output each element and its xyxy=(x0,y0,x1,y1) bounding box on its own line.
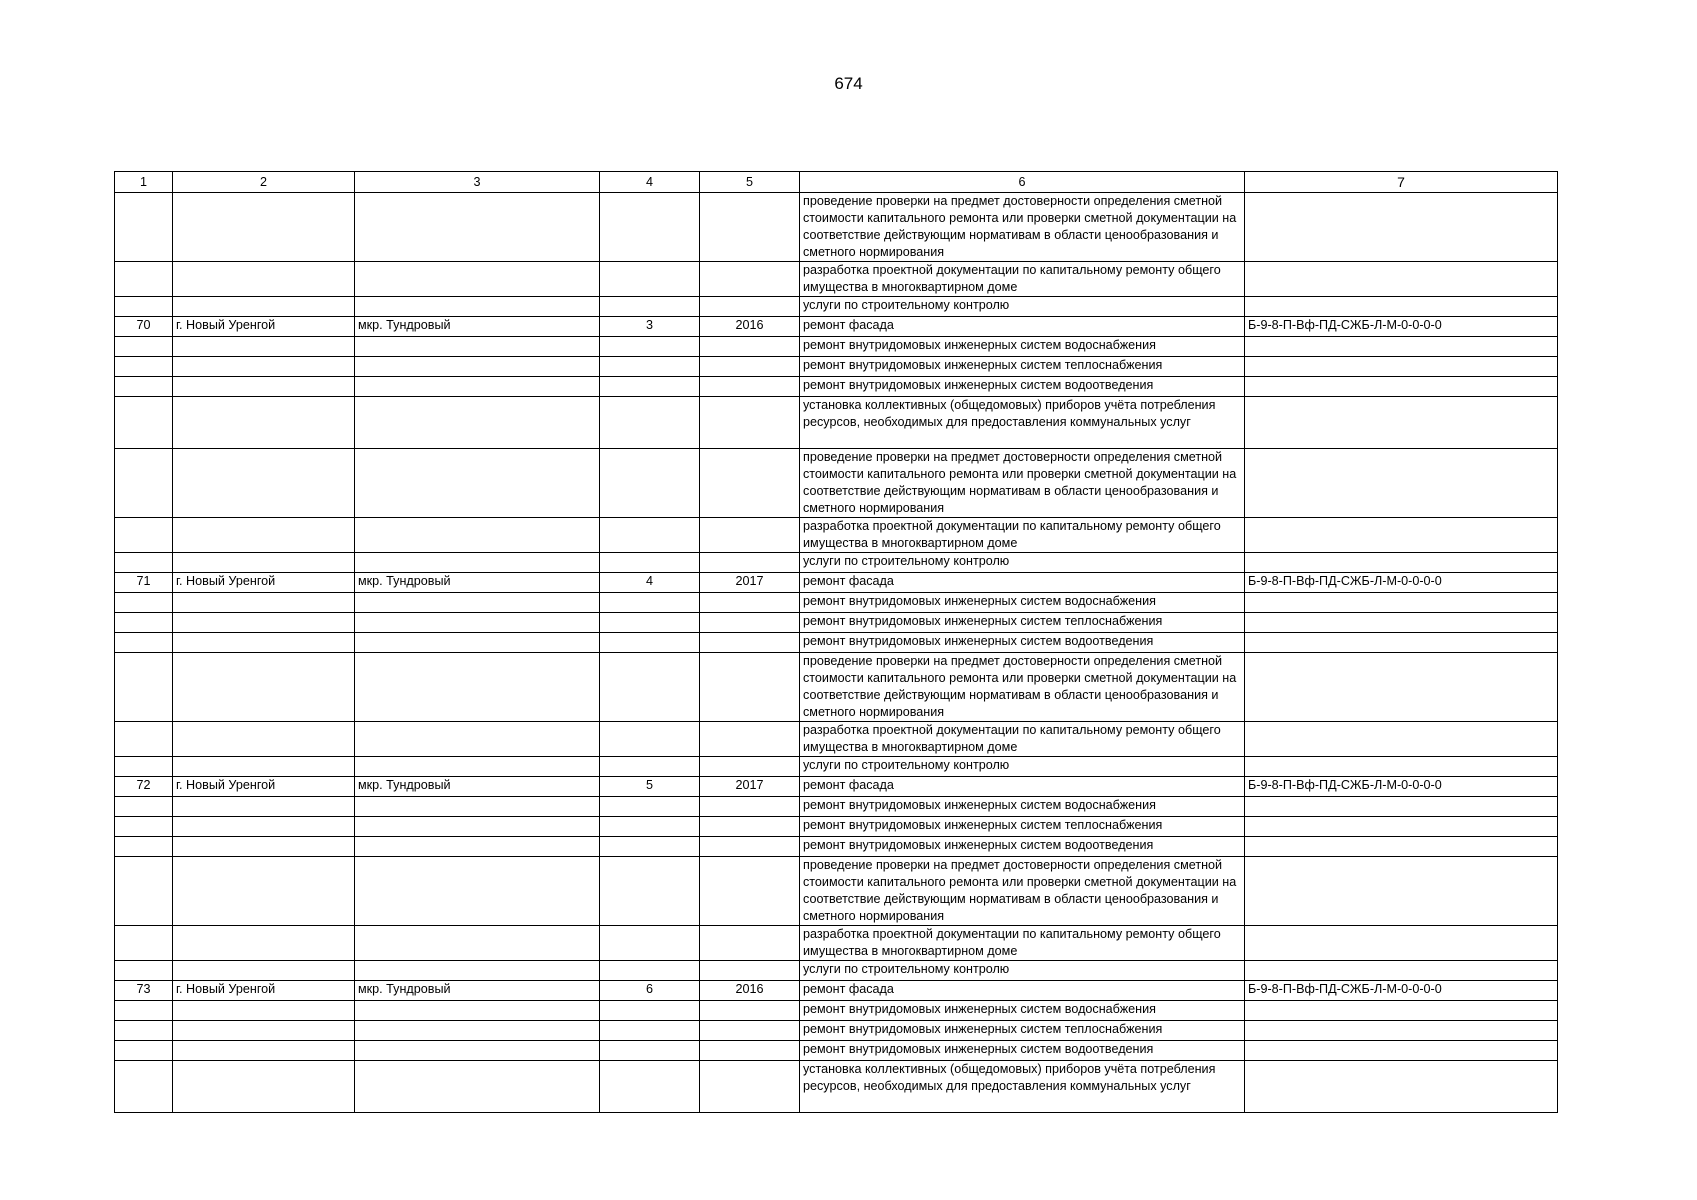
cell-house-code xyxy=(1245,613,1558,633)
cell-year xyxy=(700,518,800,553)
cell-work-type: проведение проверки на предмет достоверности определения сметной стоимости капитального ремонта или проверки сметной документации на соответствие действующим нормативам в области ценообразования и сметного нормирования xyxy=(800,857,1245,926)
cell-house-number: 3 xyxy=(600,317,700,337)
cell-year xyxy=(700,553,800,573)
table-row xyxy=(115,777,1558,797)
cell-city xyxy=(173,1021,355,1041)
cell-address-district xyxy=(355,653,600,722)
cell-house-code: Б-9-8-П-Вф-ПД-СЖБ-Л-М-0-0-0-0 xyxy=(1245,777,1558,797)
cell-work-type: ремонт внутридомовых инженерных систем теплоснабжения xyxy=(800,357,1245,377)
header-col-6: 6 xyxy=(800,172,1245,193)
header-col-7: 7 xyxy=(1245,172,1558,193)
cell-address-district xyxy=(355,593,600,613)
cell-address-district xyxy=(355,377,600,397)
table-row xyxy=(115,1021,1558,1041)
cell-house-number: 5 xyxy=(600,777,700,797)
table-row xyxy=(115,613,1558,633)
cell-house-number xyxy=(600,722,700,757)
cell-address-district xyxy=(355,357,600,377)
cell-row-number xyxy=(115,817,173,837)
table-row xyxy=(115,377,1558,397)
cell-year xyxy=(700,757,800,777)
cell-house-number xyxy=(600,1041,700,1061)
cell-row-number xyxy=(115,926,173,961)
header-row xyxy=(115,172,1558,193)
cell-row-number: 70 xyxy=(115,317,173,337)
cell-city xyxy=(173,518,355,553)
cell-address-district xyxy=(355,297,600,317)
cell-address-district xyxy=(355,262,600,297)
cell-year xyxy=(700,1061,800,1113)
cell-year xyxy=(700,926,800,961)
cell-row-number xyxy=(115,857,173,926)
cell-year xyxy=(700,857,800,926)
cell-work-type: ремонт внутридомовых инженерных систем водоотведения xyxy=(800,377,1245,397)
cell-house-number xyxy=(600,837,700,857)
cell-year xyxy=(700,449,800,518)
cell-address-district xyxy=(355,518,600,553)
table-row xyxy=(115,757,1558,777)
cell-year xyxy=(700,1041,800,1061)
table-row xyxy=(115,337,1558,357)
cell-house-number xyxy=(600,1021,700,1041)
cell-work-type: ремонт внутридомовых инженерных систем теплоснабжения xyxy=(800,613,1245,633)
header-col-2: 2 xyxy=(173,172,355,193)
header-col-3: 3 xyxy=(355,172,600,193)
cell-city: г. Новый Уренгой xyxy=(173,981,355,1001)
cell-city: г. Новый Уренгой xyxy=(173,573,355,593)
cell-house-code xyxy=(1245,377,1558,397)
cell-house-number xyxy=(600,397,700,449)
cell-address-district xyxy=(355,757,600,777)
cell-address-district xyxy=(355,337,600,357)
cell-city xyxy=(173,337,355,357)
cell-year: 2017 xyxy=(700,777,800,797)
table-row xyxy=(115,297,1558,317)
cell-address-district xyxy=(355,797,600,817)
cell-address-district xyxy=(355,613,600,633)
cell-house-code xyxy=(1245,553,1558,573)
cell-house-number xyxy=(600,857,700,926)
cell-address-district: мкр. Тундровый xyxy=(355,317,600,337)
cell-year xyxy=(700,357,800,377)
cell-city xyxy=(173,837,355,857)
cell-year xyxy=(700,262,800,297)
cell-city xyxy=(173,397,355,449)
cell-work-type: ремонт фасада xyxy=(800,573,1245,593)
cell-city xyxy=(173,633,355,653)
cell-house-number xyxy=(600,817,700,837)
cell-row-number xyxy=(115,553,173,573)
cell-house-code xyxy=(1245,722,1558,757)
cell-house-number xyxy=(600,613,700,633)
cell-address-district xyxy=(355,722,600,757)
table-row xyxy=(115,553,1558,573)
cell-house-number xyxy=(600,1001,700,1021)
cell-row-number xyxy=(115,262,173,297)
cell-address-district xyxy=(355,1001,600,1021)
cell-address-district: мкр. Тундровый xyxy=(355,981,600,1001)
table-row xyxy=(115,449,1558,518)
cell-work-type: ремонт внутридомовых инженерных систем теплоснабжения xyxy=(800,817,1245,837)
cell-house-number: 6 xyxy=(600,981,700,1001)
cell-house-number xyxy=(600,357,700,377)
cell-year xyxy=(700,193,800,262)
cell-address-district xyxy=(355,397,600,449)
cell-row-number xyxy=(115,449,173,518)
cell-house-code: Б-9-8-П-Вф-ПД-СЖБ-Л-М-0-0-0-0 xyxy=(1245,317,1558,337)
cell-row-number: 71 xyxy=(115,573,173,593)
cell-address-district: мкр. Тундровый xyxy=(355,573,600,593)
cell-work-type: разработка проектной документации по капитальному ремонту общего имущества в многоквартирном доме xyxy=(800,262,1245,297)
cell-house-number xyxy=(600,797,700,817)
cell-address-district xyxy=(355,961,600,981)
cell-house-number xyxy=(600,518,700,553)
cell-work-type: ремонт внутридомовых инженерных систем водоснабжения xyxy=(800,593,1245,613)
cell-house-number xyxy=(600,1061,700,1113)
cell-work-type: услуги по строительному контролю xyxy=(800,961,1245,981)
cell-house-number xyxy=(600,593,700,613)
cell-year: 2016 xyxy=(700,981,800,1001)
cell-address-district xyxy=(355,837,600,857)
cell-city xyxy=(173,857,355,926)
cell-year xyxy=(700,613,800,633)
cell-house-code: Б-9-8-П-Вф-ПД-СЖБ-Л-М-0-0-0-0 xyxy=(1245,981,1558,1001)
cell-house-number xyxy=(600,553,700,573)
cell-house-number xyxy=(600,926,700,961)
cell-work-type: ремонт внутридомовых инженерных систем водоотведения xyxy=(800,837,1245,857)
cell-row-number xyxy=(115,1021,173,1041)
cell-house-code xyxy=(1245,297,1558,317)
cell-house-number: 4 xyxy=(600,573,700,593)
cell-city xyxy=(173,1001,355,1021)
cell-house-code xyxy=(1245,757,1558,777)
cell-work-type: ремонт внутридомовых инженерных систем водоснабжения xyxy=(800,337,1245,357)
cell-house-code xyxy=(1245,593,1558,613)
table-row xyxy=(115,1061,1558,1113)
cell-house-code xyxy=(1245,1041,1558,1061)
cell-year xyxy=(700,337,800,357)
cell-house-number xyxy=(600,377,700,397)
cell-year xyxy=(700,593,800,613)
cell-work-type: ремонт внутридомовых инженерных систем теплоснабжения xyxy=(800,1021,1245,1041)
cell-city xyxy=(173,357,355,377)
cell-house-code xyxy=(1245,518,1558,553)
cell-address-district xyxy=(355,449,600,518)
cell-year xyxy=(700,797,800,817)
table-row xyxy=(115,193,1558,262)
cell-house-number xyxy=(600,961,700,981)
cell-address-district xyxy=(355,1021,600,1041)
cell-house-number xyxy=(600,337,700,357)
cell-house-code: Б-9-8-П-Вф-ПД-СЖБ-Л-М-0-0-0-0 xyxy=(1245,573,1558,593)
cell-row-number xyxy=(115,377,173,397)
cell-house-code xyxy=(1245,262,1558,297)
cell-work-type: ремонт внутридомовых инженерных систем водоснабжения xyxy=(800,797,1245,817)
cell-year: 2016 xyxy=(700,317,800,337)
cell-work-type: услуги по строительному контролю xyxy=(800,297,1245,317)
cell-house-code xyxy=(1245,961,1558,981)
cell-row-number xyxy=(115,593,173,613)
cell-city xyxy=(173,757,355,777)
cell-house-code xyxy=(1245,1001,1558,1021)
cell-city xyxy=(173,297,355,317)
cell-address-district xyxy=(355,633,600,653)
cell-work-type: услуги по строительному контролю xyxy=(800,553,1245,573)
cell-house-number xyxy=(600,449,700,518)
cell-address-district xyxy=(355,553,600,573)
cell-row-number xyxy=(115,961,173,981)
table-row xyxy=(115,797,1558,817)
cell-year xyxy=(700,397,800,449)
cell-row-number xyxy=(115,337,173,357)
cell-city xyxy=(173,193,355,262)
table-row xyxy=(115,317,1558,337)
cell-city xyxy=(173,553,355,573)
table-row xyxy=(115,262,1558,297)
cell-year xyxy=(700,961,800,981)
cell-house-code xyxy=(1245,817,1558,837)
cell-row-number xyxy=(115,653,173,722)
cell-address-district xyxy=(355,817,600,837)
table-row xyxy=(115,397,1558,449)
cell-row-number: 73 xyxy=(115,981,173,1001)
cell-city xyxy=(173,593,355,613)
table-row xyxy=(115,1001,1558,1021)
cell-work-type: ремонт фасада xyxy=(800,317,1245,337)
table-row xyxy=(115,722,1558,757)
cell-row-number xyxy=(115,518,173,553)
cell-row-number xyxy=(115,297,173,317)
table-row xyxy=(115,357,1558,377)
table-row xyxy=(115,1041,1558,1061)
cell-city xyxy=(173,262,355,297)
cell-house-code xyxy=(1245,337,1558,357)
cell-house-code xyxy=(1245,797,1558,817)
cell-work-type: ремонт фасада xyxy=(800,777,1245,797)
cell-house-code xyxy=(1245,397,1558,449)
cell-year xyxy=(700,722,800,757)
cell-house-number xyxy=(600,757,700,777)
cell-house-code xyxy=(1245,193,1558,262)
table-row xyxy=(115,593,1558,613)
table-row xyxy=(115,817,1558,837)
cell-city xyxy=(173,797,355,817)
cell-city xyxy=(173,1061,355,1113)
cell-house-number xyxy=(600,297,700,317)
cell-row-number xyxy=(115,397,173,449)
cell-address-district xyxy=(355,857,600,926)
table-row xyxy=(115,961,1558,981)
table-row xyxy=(115,857,1558,926)
cell-house-code xyxy=(1245,1061,1558,1113)
cell-year xyxy=(700,1001,800,1021)
cell-year xyxy=(700,817,800,837)
cell-work-type: проведение проверки на предмет достоверности определения сметной стоимости капитального ремонта или проверки сметной документации на соответствие действующим нормативам в области ценообразования и сметного нормирования xyxy=(800,653,1245,722)
cell-city xyxy=(173,613,355,633)
cell-address-district xyxy=(355,1041,600,1061)
cell-city xyxy=(173,449,355,518)
cell-work-type: проведение проверки на предмет достоверности определения сметной стоимости капитального ремонта или проверки сметной документации на соответствие действующим нормативам в области ценообразования и сметного нормирования xyxy=(800,449,1245,518)
table-row xyxy=(115,518,1558,553)
cell-address-district xyxy=(355,193,600,262)
header-col-5: 5 xyxy=(700,172,800,193)
cell-work-type: установка коллективных (общедомовых) приборов учёта потребления ресурсов, необходимых для предоставления коммунальных услуг xyxy=(800,397,1245,449)
table-row xyxy=(115,981,1558,1001)
cell-work-type: услуги по строительному контролю xyxy=(800,757,1245,777)
cell-house-number xyxy=(600,262,700,297)
cell-row-number xyxy=(115,613,173,633)
table-row xyxy=(115,837,1558,857)
cell-address-district: мкр. Тундровый xyxy=(355,777,600,797)
header-col-1: 1 xyxy=(115,172,173,193)
cell-work-type: ремонт внутридомовых инженерных систем водоотведения xyxy=(800,1041,1245,1061)
cell-city xyxy=(173,653,355,722)
cell-row-number xyxy=(115,722,173,757)
cell-city: г. Новый Уренгой xyxy=(173,317,355,337)
cell-year xyxy=(700,837,800,857)
cell-row-number xyxy=(115,1001,173,1021)
cell-city: г. Новый Уренгой xyxy=(173,777,355,797)
cell-house-code xyxy=(1245,857,1558,926)
cell-row-number xyxy=(115,357,173,377)
cell-city xyxy=(173,961,355,981)
cell-row-number xyxy=(115,797,173,817)
cell-row-number xyxy=(115,193,173,262)
capital-repair-table xyxy=(114,171,1558,1113)
cell-work-type: разработка проектной документации по капитальному ремонту общего имущества в многоквартирном доме xyxy=(800,518,1245,553)
cell-city xyxy=(173,817,355,837)
cell-house-code xyxy=(1245,633,1558,653)
cell-year xyxy=(700,1021,800,1041)
table-row xyxy=(115,653,1558,722)
table-row xyxy=(115,573,1558,593)
table-row xyxy=(115,633,1558,653)
cell-work-type: ремонт фасада xyxy=(800,981,1245,1001)
cell-row-number xyxy=(115,757,173,777)
cell-city xyxy=(173,926,355,961)
table-row xyxy=(115,926,1558,961)
cell-house-code xyxy=(1245,1021,1558,1041)
cell-house-number xyxy=(600,633,700,653)
cell-work-type: разработка проектной документации по капитальному ремонту общего имущества в многоквартирном доме xyxy=(800,722,1245,757)
cell-house-code xyxy=(1245,837,1558,857)
cell-row-number xyxy=(115,837,173,857)
cell-row-number xyxy=(115,1041,173,1061)
cell-year xyxy=(700,633,800,653)
cell-work-type: ремонт внутридомовых инженерных систем водоотведения xyxy=(800,633,1245,653)
cell-row-number xyxy=(115,1061,173,1113)
cell-year xyxy=(700,377,800,397)
cell-work-type: проведение проверки на предмет достоверности определения сметной стоимости капитального ремонта или проверки сметной документации на соответствие действующим нормативам в области ценообразования и сметного нормирования xyxy=(800,193,1245,262)
cell-year xyxy=(700,653,800,722)
cell-year xyxy=(700,297,800,317)
cell-city xyxy=(173,1041,355,1061)
cell-house-code xyxy=(1245,449,1558,518)
cell-work-type: разработка проектной документации по капитальному ремонту общего имущества в многоквартирном доме xyxy=(800,926,1245,961)
cell-city xyxy=(173,722,355,757)
cell-year: 2017 xyxy=(700,573,800,593)
page-number: 674 xyxy=(834,74,863,93)
cell-work-type: ремонт внутридомовых инженерных систем водоснабжения xyxy=(800,1001,1245,1021)
cell-row-number: 72 xyxy=(115,777,173,797)
cell-city xyxy=(173,377,355,397)
cell-work-type: установка коллективных (общедомовых) приборов учёта потребления ресурсов, необходимых для предоставления коммунальных услуг xyxy=(800,1061,1245,1113)
table-body xyxy=(115,193,1558,1113)
cell-house-code xyxy=(1245,653,1558,722)
cell-house-code xyxy=(1245,357,1558,377)
cell-house-number xyxy=(600,653,700,722)
header-col-4: 4 xyxy=(600,172,700,193)
cell-address-district xyxy=(355,926,600,961)
cell-row-number xyxy=(115,633,173,653)
cell-address-district xyxy=(355,1061,600,1113)
cell-house-code xyxy=(1245,926,1558,961)
cell-house-number xyxy=(600,193,700,262)
